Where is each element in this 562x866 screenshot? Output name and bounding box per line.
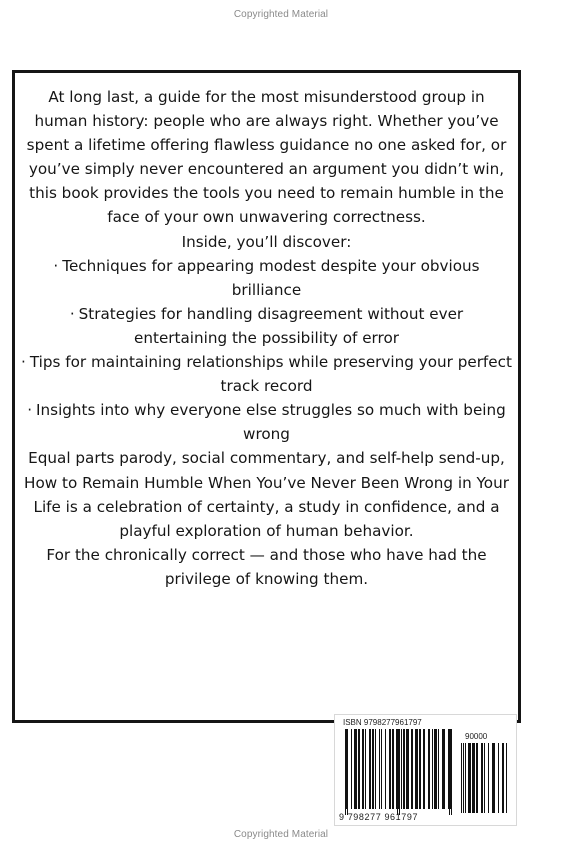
- bullet-item: · Techniques for appearing modest despite your obvious brilliance: [21, 254, 512, 302]
- blurb-inside-heading: Inside, you’ll discover:: [181, 232, 352, 251]
- isbn-label: ISBN 9798277961797: [343, 718, 422, 727]
- bullet-dot-icon: ·: [21, 353, 26, 372]
- price-code-label: 90000: [465, 732, 488, 741]
- bullet-dot-icon: ·: [69, 304, 75, 323]
- blurb-summary: Equal parts parody, social commentary, and self-help send-up, How to Remain Humble When You’ve Never Been Wrong in Your Life is a celebration of certainty, a study in confidence, and a playful exploration of human behavior.: [24, 449, 509, 540]
- copyright-watermark-bottom: Copyrighted Material: [233, 829, 329, 840]
- bullet-dot-icon: ·: [27, 401, 33, 420]
- barcode-digits: 9 798277 961797: [339, 812, 419, 822]
- blurb-intro: At long last, a guide for the most misunderstood group in human history: people who are always right. Whether you’ve spent a lifetime offering flawless guidance no one asked for, or you’ve simply never encountered an argument you didn’t win, this book provides the tools you need to remain humble in the face of your own unwavering correctness.: [26, 88, 507, 227]
- bullet-dot-icon: ·: [53, 256, 59, 275]
- blurb-closing: For the chronically correct — and those who have had the privilege of knowing them.: [46, 545, 487, 588]
- bullet-item: · Strategies for handling disagreement without ever entertaining the possibility of error: [21, 302, 512, 350]
- barcode-icon: [335, 715, 518, 827]
- bullet-item: · Tips for maintaining relationships while preserving your perfect track record: [21, 350, 512, 398]
- copyright-watermark-top: Copyrighted Material: [233, 9, 329, 20]
- isbn-barcode: [334, 714, 517, 826]
- bullet-item: · Insights into why everyone else struggles so much with being wrong: [21, 398, 512, 446]
- back-cover-blurb-box: [12, 70, 521, 723]
- blurb-text: [21, 85, 512, 591]
